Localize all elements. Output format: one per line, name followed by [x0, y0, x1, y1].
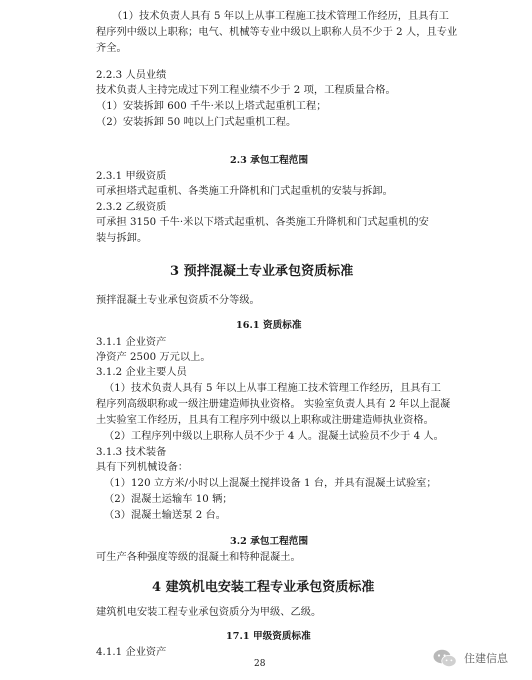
text-line: 可承担 3150 千牛·米以下塔式起重机、各类施工升降机和门式起重机的安 — [96, 217, 429, 228]
section-heading: 2.3 承包工程范围 — [230, 155, 309, 166]
list-item: （2）混凝土运输车 10 辆； — [104, 494, 233, 505]
text-line: 齐全。 — [96, 43, 127, 54]
text-line: （1）技术负责人具有 5 年以上从事工程施工技术管理工作经历，且具有工 — [112, 11, 449, 22]
text-line: 预拌混凝土专业承包资质不分等级。 — [96, 295, 260, 306]
text-line: 土实验室工作经历，且具有工程序列中级以上职称或注册建造师执业资格。 — [96, 415, 434, 426]
chapter-heading: 4 建筑机电安装工程专业承包资质标准 — [152, 580, 375, 595]
text-line: 装与拆卸。 — [96, 233, 148, 244]
watermark-text: 住建信息 — [464, 652, 508, 665]
clause-heading: 2.2.3 人员业绩 — [96, 70, 167, 81]
text-line: 程序列高级职称或一级注册建造师执业资格。 实验室负责人具有 2 年以上混凝 — [96, 399, 451, 410]
watermark — [432, 646, 508, 670]
clause-heading: 2.3.1 甲级资质 — [96, 171, 167, 182]
section-heading: 3.2 承包工程范围 — [230, 536, 309, 547]
section-heading: 16.1 资质标准 — [236, 320, 302, 331]
page-number: 28 — [254, 659, 266, 669]
section-heading: 17.1 甲级资质标准 — [226, 631, 311, 642]
text-line: （2）工程序列中级以上职称人员不少于 4 人。混凝土试验员不少于 4 人。 — [104, 431, 444, 442]
chapter-heading: 3 预拌混凝土专业承包资质标准 — [170, 264, 354, 279]
list-item: （1）120 立方米/小时以上混凝土搅拌设备 1 台，并具有混凝土试验室； — [104, 478, 437, 489]
clause-heading: 3.1.2 企业主要人员 — [96, 367, 187, 378]
text-line: 可生产各种强度等级的混凝土和特种混凝土。 — [96, 552, 301, 563]
list-item: （2）安装拆卸 50 吨以上门式起重机工程。 — [96, 117, 297, 128]
text-line: 净资产 2500 万元以上。 — [96, 352, 211, 363]
wechat-icon — [432, 648, 458, 668]
text-line: 技术负责人主持完成过下列工程业绩不少于 2 项，工程质量合格。 — [96, 85, 396, 96]
clause-heading: 2.3.2 乙级资质 — [96, 202, 167, 213]
text-line: （1）技术负责人具有 5 年以上从事工程施工技术管理工作经历，且具有工 — [104, 383, 441, 394]
text-line: 程序列中级以上职称；电气、机械等专业中级以上职称人员不少于 2 人，且专业 — [96, 27, 458, 38]
clause-heading: 4.1.1 企业资产 — [96, 647, 167, 658]
clause-heading: 3.1.1 企业资产 — [96, 337, 167, 348]
clause-heading: 3.1.3 技术装备 — [96, 447, 167, 458]
list-item: （1）安装拆卸 600 千牛·米以上塔式起重机工程； — [96, 101, 327, 112]
list-item: （3）混凝土输送泵 2 台。 — [104, 510, 227, 521]
text-line: 具有下列机械设备： — [96, 462, 189, 473]
text-line: 可承担塔式起重机、各类施工升降机和门式起重机的安装与拆卸。 — [96, 186, 393, 197]
text-line: 建筑机电安装工程专业承包资质分为甲级、乙级。 — [96, 607, 322, 618]
